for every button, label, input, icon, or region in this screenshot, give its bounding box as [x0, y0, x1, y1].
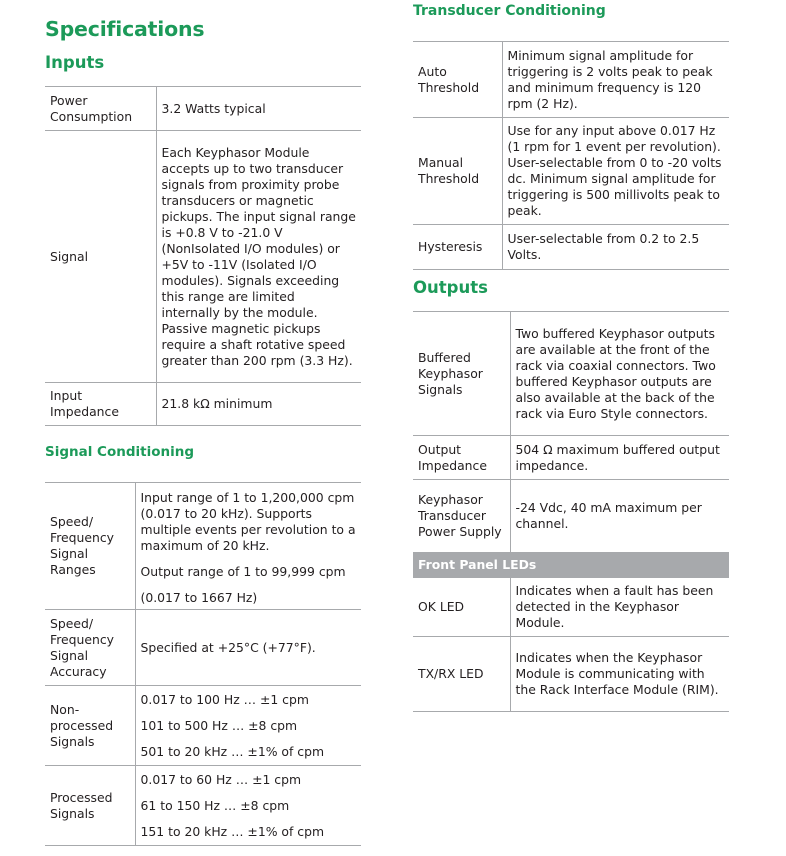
spec-label: Auto Threshold	[413, 42, 502, 118]
spec-value: 3.2 Watts typical	[161, 100, 266, 116]
spec-label: Non-processed Signals	[45, 686, 135, 766]
table-row	[413, 118, 729, 225]
spec-value: Specified at +25°C (+77°F).	[140, 639, 316, 655]
spec-label: Signal	[45, 131, 156, 383]
signal-conditioning-heading: Signal Conditioning	[45, 444, 195, 460]
table-row	[45, 766, 361, 846]
page-title: Specifications	[45, 17, 205, 41]
table-row	[413, 312, 729, 436]
spec-paragraph: (0.017 to 1667 Hz)	[140, 590, 258, 605]
spec-value: Indicates when the Keyphasor Module is communicating with the Rack Interface Module (RIM).	[515, 650, 719, 697]
transducer-table	[413, 41, 729, 270]
spec-label: Power Consumption	[45, 87, 156, 131]
spec-paragraph: Output range of 1 to 99,999 cpm	[140, 564, 346, 579]
table-row	[45, 383, 361, 426]
table-row	[45, 483, 361, 610]
table-row	[413, 42, 729, 118]
inputs-heading: Inputs	[45, 53, 105, 72]
table-row	[45, 686, 361, 766]
spec-label: Speed/ Frequency Signal Ranges	[45, 483, 135, 610]
spec-label: Speed/ Frequency Signal Accuracy	[45, 610, 135, 686]
spec-label: Keyphasor Transducer Power Supply	[413, 480, 510, 553]
spec-value: 21.8 kΩ minimum	[161, 396, 273, 411]
spec-value: Minimum signal amplitude for triggering is 2 volts peak to peak and minimum frequency is 120 rpm (2 Hz).	[507, 47, 713, 111]
front-panel-leds-heading: Front Panel LEDs	[413, 553, 729, 578]
inputs-table	[45, 86, 361, 426]
outputs-table	[413, 311, 729, 712]
spec-value	[135, 686, 361, 766]
spec-label: TX/RX LED	[413, 637, 510, 712]
spec-value: -24 Vdc, 40 mA maximum per channel.	[515, 500, 702, 531]
spec-value	[135, 766, 361, 846]
spec-label: Processed Signals	[45, 766, 135, 846]
spec-label: Input Impedance	[45, 383, 156, 426]
table-row	[413, 553, 729, 578]
spec-label: Hysteresis	[413, 225, 502, 270]
spec-label: Buffered Keyphasor Signals	[413, 312, 510, 436]
table-row	[413, 637, 729, 712]
spec-line: 0.017 to 60 Hz … ±1 cpm	[140, 771, 302, 787]
spec-value	[135, 483, 361, 610]
spec-value: Two buffered Keyphasor outputs are available at the front of the rack via coaxial connectors. Two buffered Keyphasor outputs are also available at the back of the rack via Euro Style connectors.	[515, 325, 716, 421]
spec-label: OK LED	[413, 578, 510, 637]
spec-line: 151 to 20 kHz … ±1% of cpm	[140, 823, 325, 839]
table-row	[413, 578, 729, 637]
outputs-heading: Outputs	[413, 278, 488, 297]
table-row	[413, 436, 729, 480]
table-row	[413, 225, 729, 270]
table-row	[45, 610, 361, 686]
transducer-conditioning-heading: Transducer Conditioning	[413, 3, 606, 19]
spec-line: 101 to 500 Hz … ±8 cpm	[140, 717, 298, 733]
table-row	[413, 480, 729, 553]
spec-line: 0.017 to 100 Hz … ±1 cpm	[140, 691, 309, 707]
spec-label: Output Impedance	[413, 436, 510, 480]
spec-value: 504 Ω maximum buffered output impedance.	[515, 441, 720, 473]
spec-line: 61 to 150 Hz … ±8 cpm	[140, 797, 290, 813]
spec-paragraph: Input range of 1 to 1,200,000 cpm (0.017 to 20 kHz). Supports multiple events per revolution to a maximum of 20 kHz.	[140, 490, 356, 553]
signal-conditioning-table	[45, 482, 361, 846]
spec-value: User-selectable from 0.2 to 2.5 Volts.	[507, 231, 700, 262]
table-row	[45, 87, 361, 131]
spec-label: Manual Threshold	[413, 118, 502, 225]
spec-line: 501 to 20 kHz … ±1% of cpm	[140, 743, 325, 759]
spec-value: Indicates when a fault has been detected in the Keyphasor Module.	[515, 583, 714, 630]
table-row	[45, 131, 361, 383]
spec-value: Each Keyphasor Module accepts up to two transducer signals from proximity probe transducers or magnetic pickups. The input signal range is +0.8 V to -21.0 V (NonIsolated I/O modules) or +5V to -11V (Isolated I/O modules). Signals exceeding this range are limited internally by the module. Passive magnetic pickups require a shaft rotative speed greater than 200 rpm (3.3 Hz).	[161, 144, 356, 368]
spec-value: Use for any input above 0.017 Hz (1 rpm for 1 event per revolution). User-selectable from 0 to -20 volts dc. Minimum signal amplitude for triggering is 500 millivolts peak to peak.	[507, 123, 722, 218]
